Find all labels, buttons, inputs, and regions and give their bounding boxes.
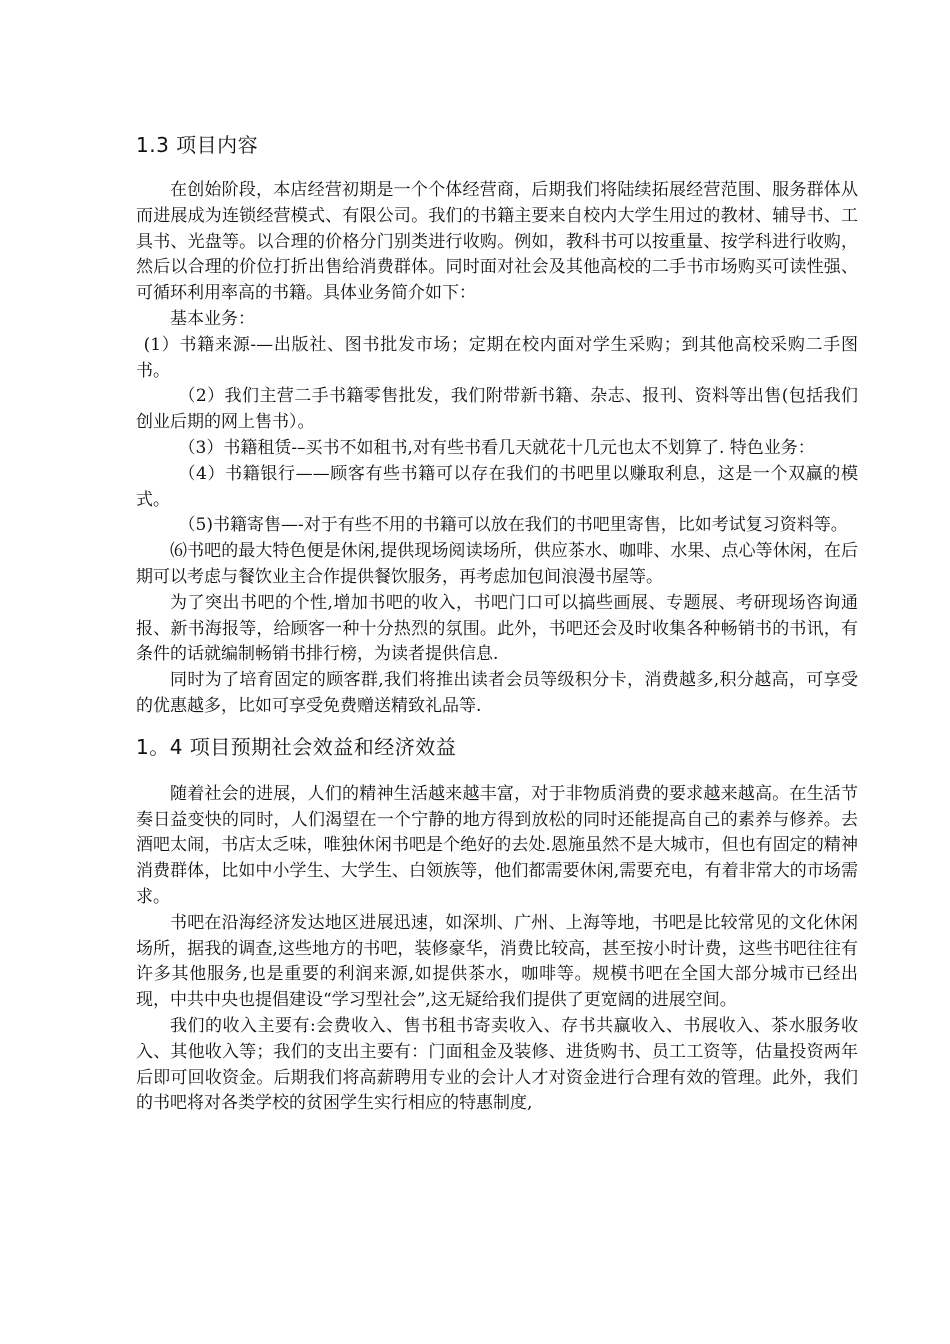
section-heading-benefits: 1。4 项目预期社会效益和经济效益: [136, 734, 457, 759]
paragraph-item-5: （5)书籍寄售—-对于有些不用的书籍可以放在我们的书吧里寄售，比如考试复习资料等。: [178, 515, 848, 536]
section-heading-project-content: 1.3 项目内容: [136, 133, 259, 157]
paragraph-item-6: ⑹书吧的最大特色便是休闲,提供现场阅读场所，供应茶水、咖啡、水果、点心等休闲，在后期可以考虑与餐饮业主合作提供餐饮服务，再考虑加包间浪漫书屋等。: [136, 541, 858, 587]
paragraph-membership: 同时为了培育固定的顾客群,我们将推出读者会员等级积分卡，消费越多,积分越高，可享受的优惠越多，比如可享受免费赠送精致礼品等.: [136, 670, 858, 716]
paragraph-personality: 为了突出书吧的个性,增加书吧的收入，书吧门口可以搞些画展、专题展、考研现场咨询通报、新书海报等，给顾客一种十分热烈的氛围。此外，书吧还会及时收集各种畅销书的书讯，有条件的话就编制畅销书排行榜，为读者提供信息.: [136, 592, 858, 665]
paragraph-market-development: 书吧在沿海经济发达地区进展迅速，如深圳、广州、上海等地，书吧是比较常见的文化休闲场所，据我的调查,这些地方的书吧，装修豪华，消费比较高，甚至按小时计费，这些书吧往往有许多其他服务,也是重要的利润来源,如提供茶水，咖啡等。规模书吧在全国大部分城市已经出现，中共中央也提倡建设“学习型社会”,这无疑给我们提供了更宽阔的进展空间。: [136, 912, 858, 1011]
paragraph-social-background: 随着社会的进展，人们的精神生活越来越丰富，对于非物质消费的要求越来越高。在生活节奏日益变快的同时，人们渴望在一个宁静的地方得到放松的同时还能提高自己的素养与修养。去酒吧太闹，书店太乏味，唯独休闲书吧是个绝好的去处.恩施虽然不是大城市，但也有固定的精神消费群体，比如中小学生、大学生、白领族等，他们都需要休闲,需要充电，有着非常大的市场需求。: [136, 783, 858, 907]
paragraph-intro: 在创始阶段，本店经营初期是一个个体经营商，后期我们将陆续拓展经营范围、服务群体从而进展成为连锁经营模式、有限公司。我们的书籍主要来自校内大学生用过的教材、辅导书、工具书、光盘等。以合理的价格分门别类进行收购。例如，教科书可以按重量、按学科进行收购，然后以合理的价位打折出售给消费群体。同时面对社会及其他高校的二手书市场购买可读性强、可循环利用率高的书籍。具体业务简介如下：: [136, 180, 858, 304]
paragraph-income-expenses: 我们的收入主要有:会费收入、售书租书寄卖收入、存书共赢收入、书展收入、茶水服务收入、其他收入等；我们的支出主要有：门面租金及装修、进货购书、员工工资等，估量投资两年后即可回收资金。后期我们将高薪聘用专业的会计人才对资金进行合理有效的管理。此外，我们的书吧将对各类学校的贫困学生实行相应的特惠制度,: [136, 1015, 858, 1114]
document-body: [136, 130, 858, 1117]
paragraph-item-4: （4）书籍银行——顾客有些书籍可以存在我们的书吧里以赚取利息，这是一个双赢的模式。: [136, 463, 858, 510]
paragraph-basic-business: 基本业务：: [170, 308, 255, 329]
paragraph-item-3: （3）书籍租赁-–买书不如租书,对有些书看几天就花十几元也太不划算了. 特色业务：: [178, 437, 815, 458]
paragraph-item-2: （2）我们主营二手书籍零售批发，我们附带新书籍、杂志、报刊、资料等出售(包括我们创业后期的网上售书）。: [136, 386, 858, 433]
paragraph-item-1: (1）书籍来源-—出版社、图书批发市场；定期在校内面对学生采购；到其他高校采购二手图书。: [136, 334, 858, 381]
